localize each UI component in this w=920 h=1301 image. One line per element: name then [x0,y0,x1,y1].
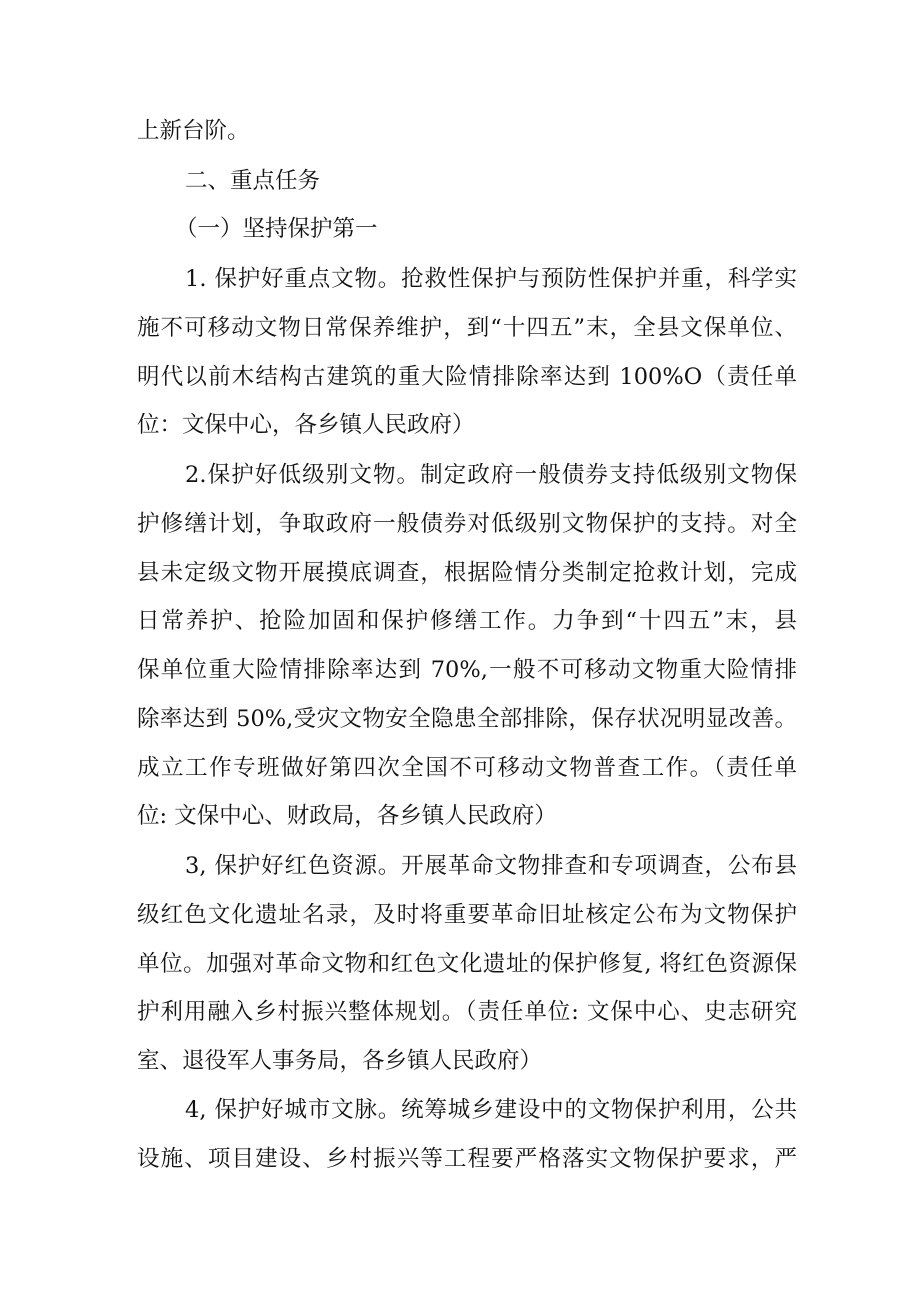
paragraph-line: 4, 保护好城市文脉。统筹城乡建设中的文物保护利用，公共 [185,1097,797,1123]
paragraph-line: 设施、项目建设、乡村振兴等工程要严格落实文物保护要求，严 [137,1146,797,1172]
paragraph-line: 施不可移动文物日常保养维护，到“十四五”末，全县文保单位、 [137,315,797,341]
paragraph-line: 除率达到 50%,受灾文物安全隐患全部排除，保存状况明显改善。 [137,706,797,732]
paragraph-line: 成立工作专班做好第四次全国不可移动文物普查工作。（责任单 [137,755,797,781]
paragraph-line: 2.保护好低级别文物。制定政府一般债券支持低级别文物保 [185,462,797,488]
paragraph-line: 县未定级文物开展摸底调查，根据险情分类制定抢救计划，完成 [137,560,797,586]
paragraph-line: 护修缮计划，争取政府一般债券对低级别文物保护的支持。对全 [137,511,797,537]
text-line: 上新台阶。 [137,118,250,144]
paragraph-line: 3, 保护好红色资源。开展革命文物排查和专项调查，公布县 [185,853,797,879]
paragraph-line: 明代以前木结构古建筑的重大险情排除率达到 100%O（责任单 [137,364,797,390]
subsection-heading: （一）坚持保护第一 [175,216,378,242]
paragraph-line: 日常养护、抢险加固和保护修缮工作。力争到“十四五”末，县 [137,608,797,634]
section-heading: 二、重点任务 [185,168,321,194]
paragraph-line: 室、退役军人事务局，各乡镇人民政府） [137,1048,543,1074]
paragraph-line: 位：文保中心，各乡镇人民政府） [137,412,475,438]
paragraph-line: 护利用融入乡村振兴整体规划。（责任单位: 文保中心、史志研究 [137,999,797,1025]
paragraph-line: 单位。加强对革命文物和红色文化遗址的保护修复, 将红色资源保 [137,951,797,977]
paragraph-line: 1. 保护好重点文物。抢救性保护与预防性保护并重，科学实 [185,266,797,292]
paragraph-line: 保单位重大险情排除率达到 70%,一般不可移动文物重大险情排 [137,657,797,683]
paragraph-line: 级红色文化遗址名录，及时将重要革命旧址核定公布为文物保护 [137,902,797,928]
paragraph-line: 位: 文保中心、财政局，各乡镇人民政府） [137,803,557,829]
